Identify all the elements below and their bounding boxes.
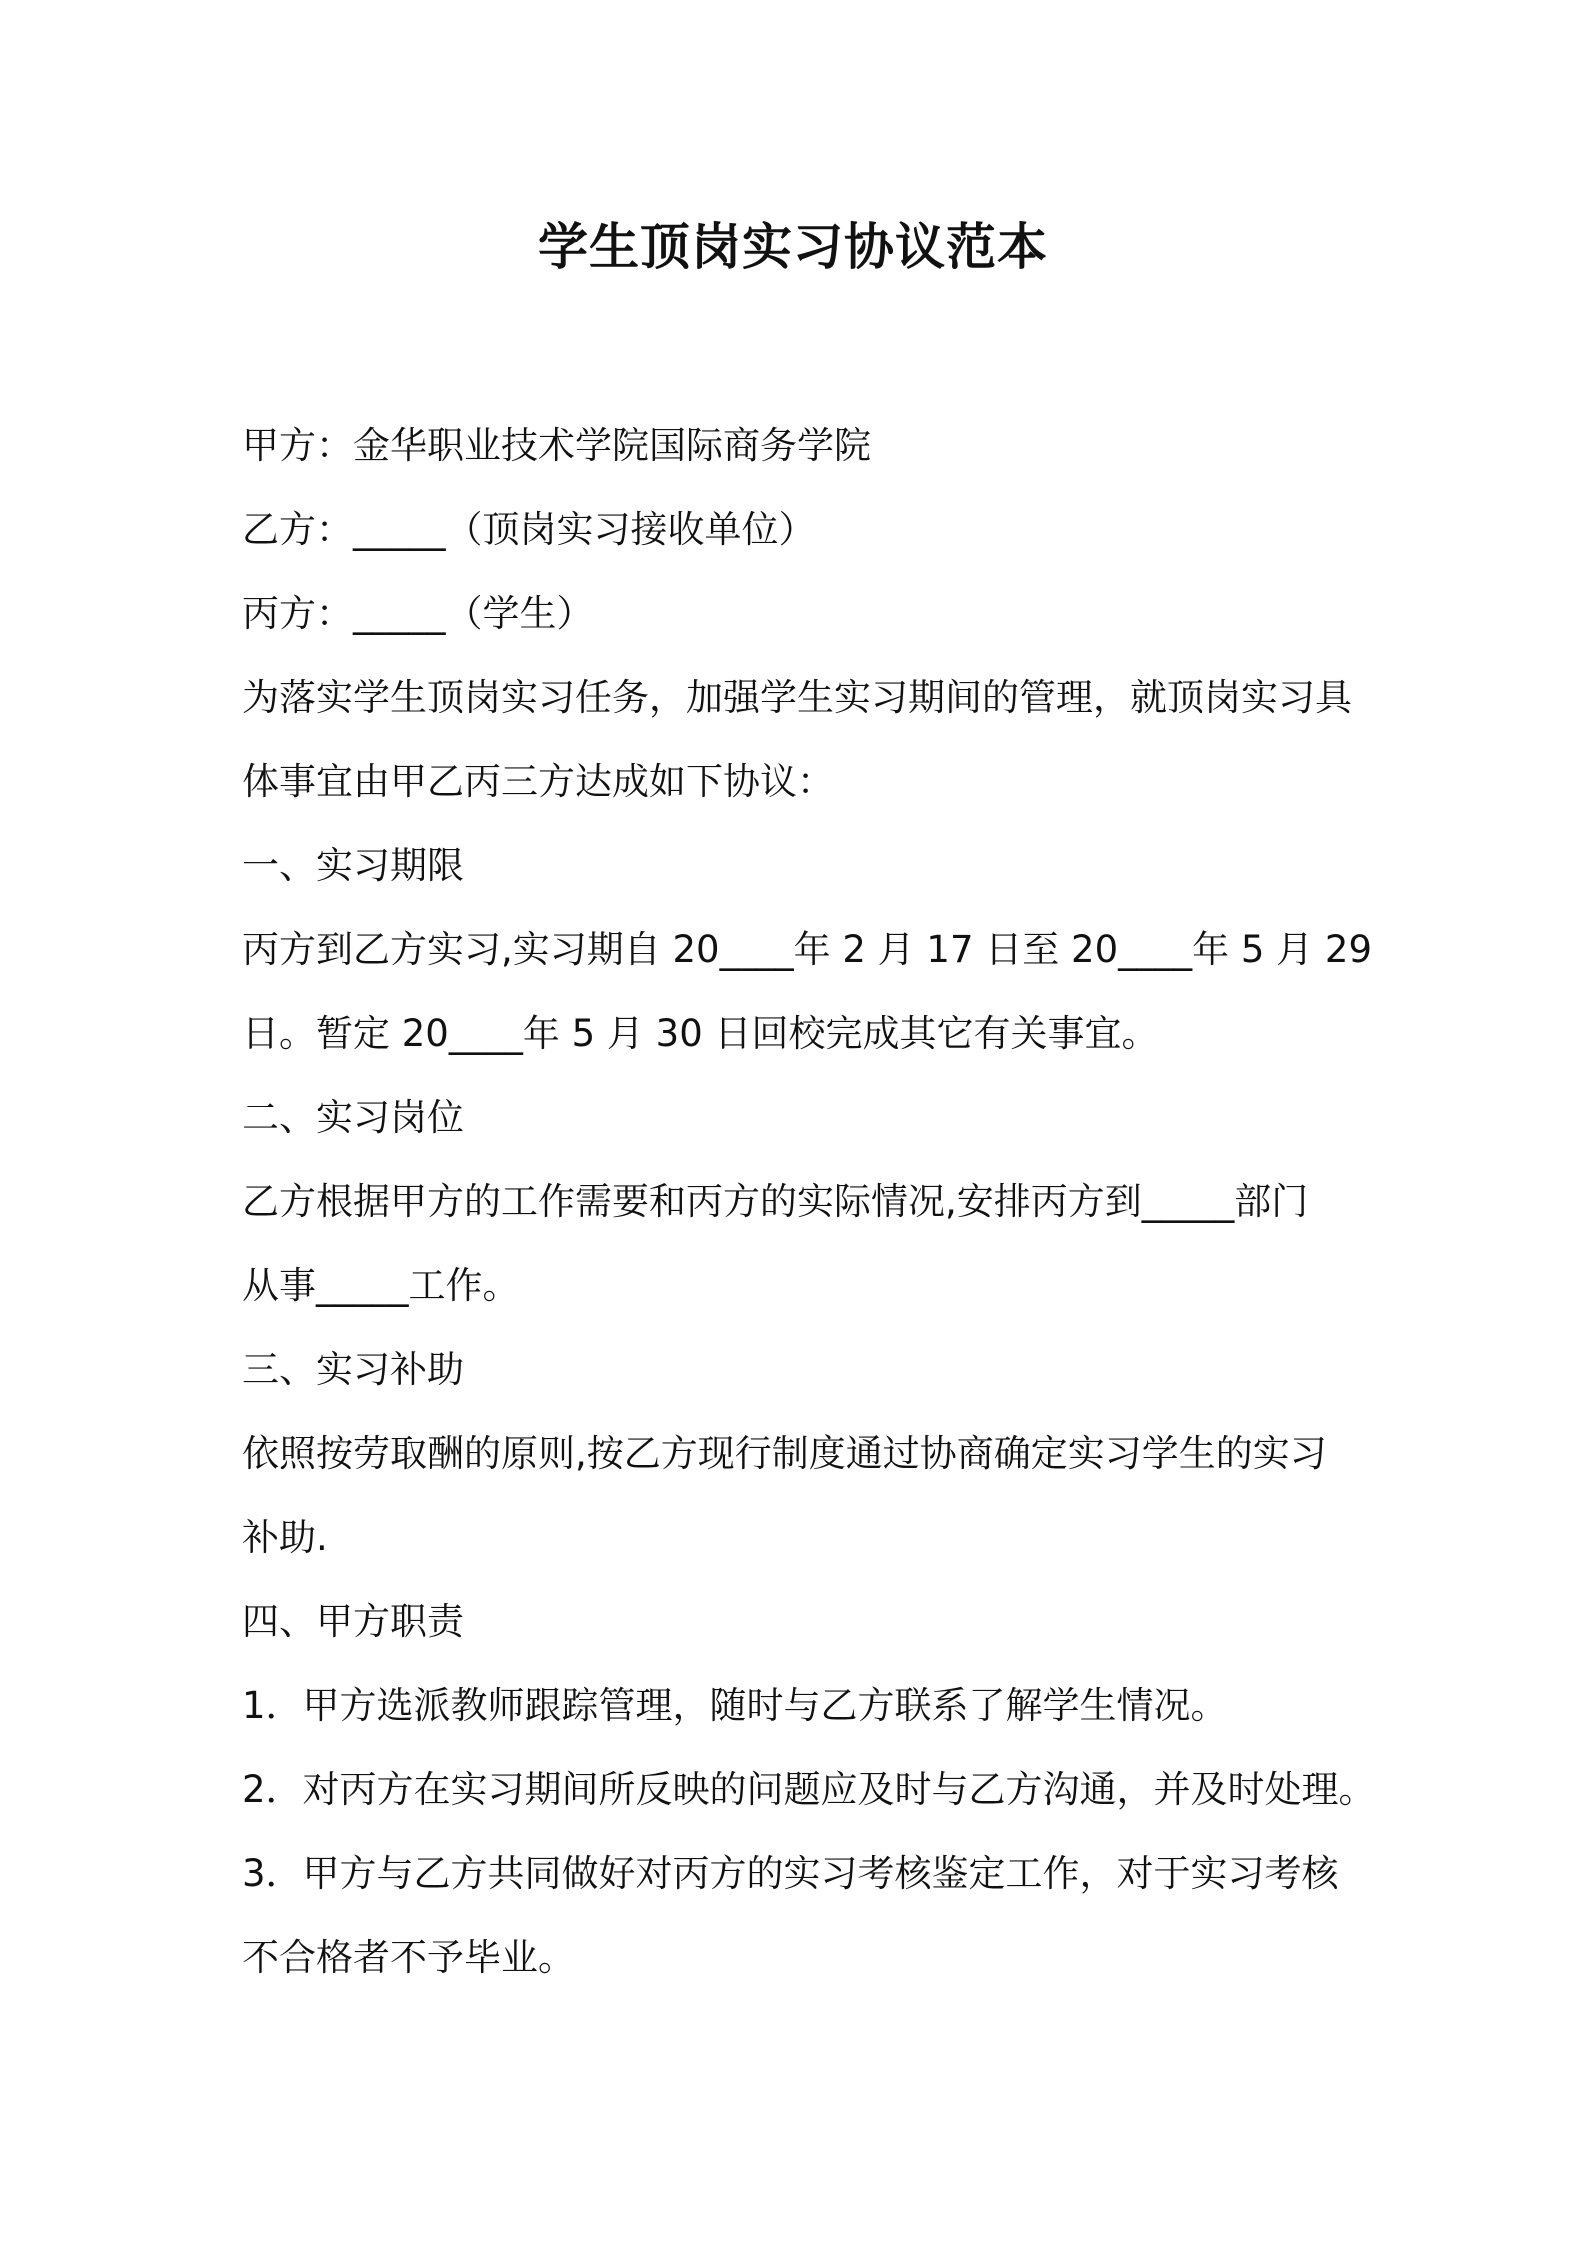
section-4-item-1: 1．甲方选派教师跟踪管理，随时与乙方联系了解学生情况。 <box>242 1684 1228 1727</box>
intro-line-1: 为落实学生顶岗实习任务，加强学生实习期间的管理，就顶岗实习具 <box>242 676 1352 719</box>
document-title: 学生顶岗实习协议范本 <box>538 218 1048 276</box>
section-heading-4: 四、甲方职责 <box>242 1600 464 1643</box>
section-heading-1: 一、实习期限 <box>242 844 464 887</box>
intro-line-2: 体事宜由甲乙丙三方达成如下协议： <box>242 760 834 803</box>
party-c-line: 丙方：_____（学生） <box>242 592 594 635</box>
section-4-item-3-line-2: 不合格者不予毕业。 <box>242 1936 575 1979</box>
section-3-line-2: 补助. <box>242 1516 328 1559</box>
section-2-line-2: 从事_____工作。 <box>242 1264 520 1307</box>
section-4-item-3-line-1: 3．甲方与乙方共同做好对丙方的实习考核鉴定工作，对于实习考核 <box>242 1852 1339 1895</box>
section-heading-3: 三、实习补助 <box>242 1348 464 1391</box>
section-1-line-2: 日。暂定 20____年 5 月 30 日回校完成其它有关事宜。 <box>242 1012 1159 1055</box>
party-a-line: 甲方：金华职业技术学院国际商务学院 <box>242 424 871 467</box>
section-3-line-1: 依照按劳取酬的原则,按乙方现行制度通过协商确定实习学生的实习 <box>242 1432 1327 1475</box>
document-body <box>242 404 1382 2000</box>
section-1-line-1: 丙方到乙方实习,实习期自 20____年 2 月 17 日至 20____年 5 月 29 <box>242 928 1373 971</box>
section-4-item-2: 2．对丙方在实习期间所反映的问题应及时与乙方沟通，并及时处理。 <box>242 1768 1376 1811</box>
party-b-line: 乙方：_____（顶岗实习接收单位） <box>242 508 816 551</box>
section-2-line-1: 乙方根据甲方的工作需要和丙方的实际情况,安排丙方到_____部门 <box>242 1180 1309 1223</box>
section-heading-2: 二、实习岗位 <box>242 1096 464 1139</box>
